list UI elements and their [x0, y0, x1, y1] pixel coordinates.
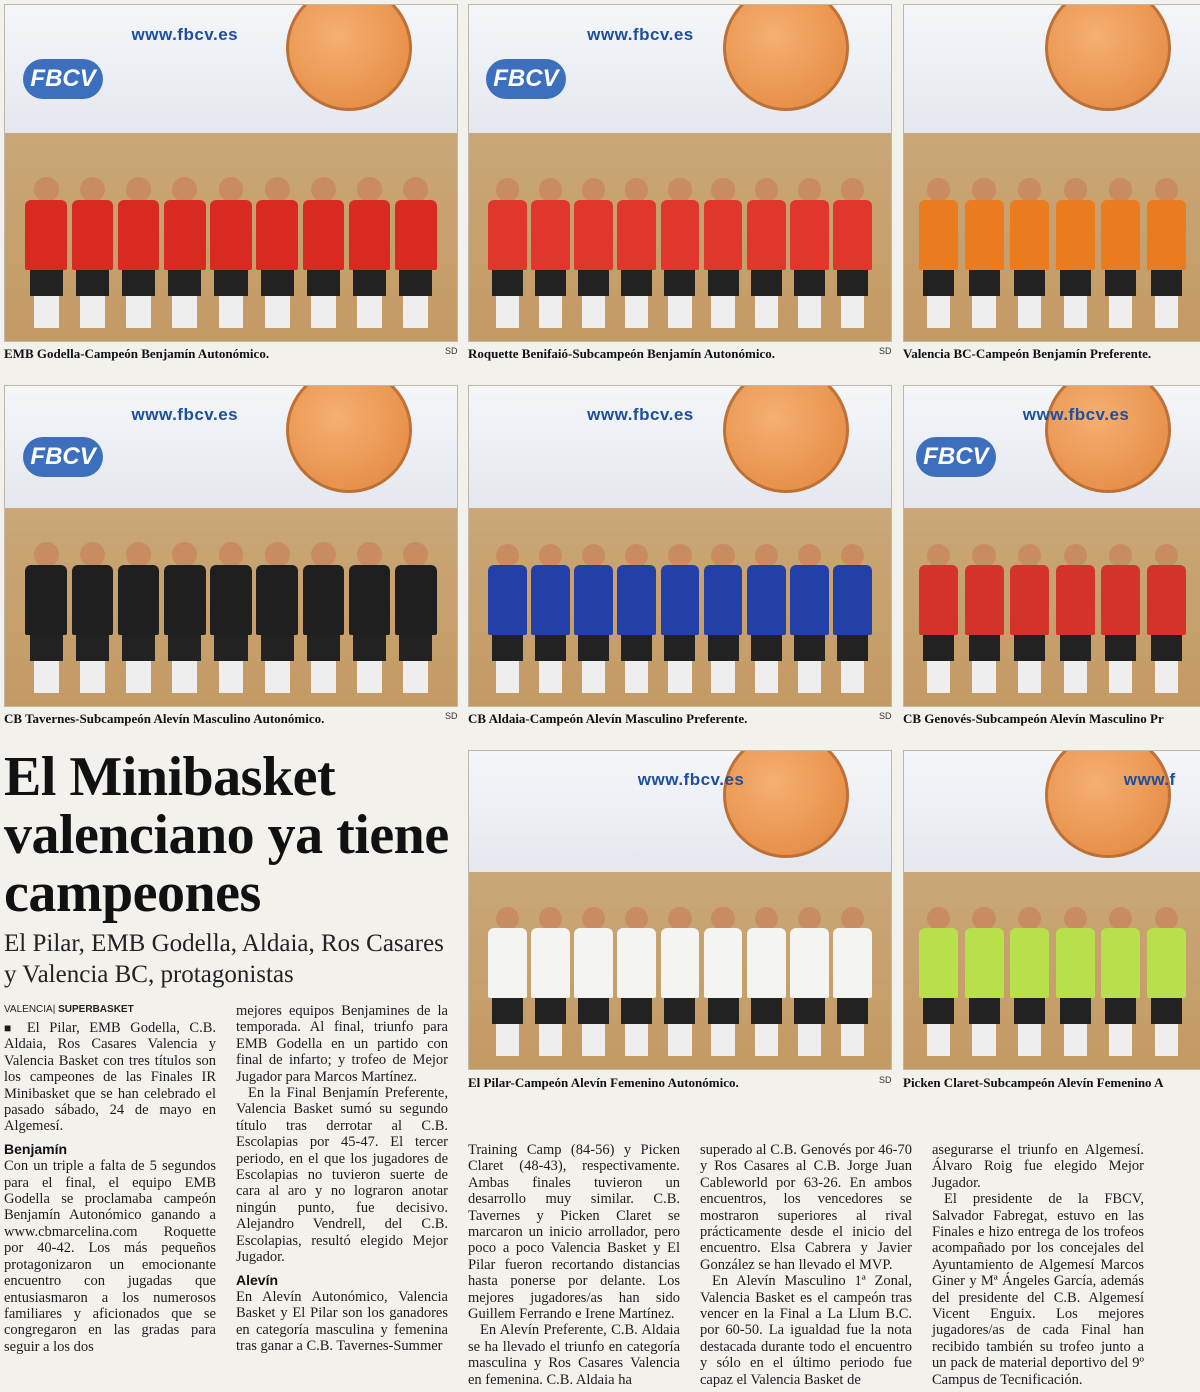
- article-paragraph: En Alevín Autonómico, Valencia Basket y El Pilar son los ganadores en categoría masculina y femenina tras ganar a C.B. Tavernes-Summer: [236, 1288, 448, 1355]
- photo-caption: CB Tavernes-Subcampeón Alevín Masculino Autonómico.: [4, 711, 325, 726]
- section-heading-alevin: Alevín: [236, 1271, 279, 1288]
- team-photo-valencia-bc: [903, 4, 1200, 342]
- photo-caption: Picken Claret-Subcampeón Alevín Femenino A: [903, 1075, 1164, 1090]
- player-figure: [256, 542, 298, 693]
- player-figure: [747, 907, 786, 1056]
- player-figure: [488, 907, 527, 1056]
- player-figure: [118, 177, 160, 328]
- square-bullet-icon: ■: [4, 1021, 18, 1035]
- article-paragraph: En Alevín Preferente, C.B. Aldaia se ha llevado el triunfo en categoría masculina y Ros Casares Valencia en femenina. C.B. Aldaia ha: [468, 1322, 680, 1388]
- article-column-1: [4, 1020, 216, 1355]
- player-figure: [574, 907, 613, 1056]
- player-figure: [303, 177, 345, 328]
- player-figure: [617, 178, 656, 327]
- player-figure: [256, 177, 298, 328]
- player-figure: [965, 544, 1004, 693]
- team-photo-cb-aldaia: [468, 385, 892, 707]
- article-paragraph: Con un triple a falta de 5 segundos para el final, el equipo EMB Godella se proclamaba campeón Benjamín Autonómico ganando a www.cbmarcelina.com Roquette por 40-42. Los más pequeños protagonizaron un emocionante encuentro con jugadas que entusiasmaron a los numerosos familiares y aficionados que se congregaron en las gradas para seguir a los dos: [4, 1158, 216, 1355]
- player-figure: [531, 178, 570, 327]
- photo-caption: CB Genovés-Subcampeón Alevín Masculino Pr: [903, 711, 1164, 726]
- player-figure: [661, 178, 700, 327]
- banner-url: www.fbcv.es: [587, 405, 694, 425]
- photo-caption: EMB Godella-Campeón Benjamín Autonómico.: [4, 346, 270, 361]
- photo-credit: SD: [879, 711, 892, 721]
- player-figure: [790, 544, 829, 693]
- player-figure: [349, 177, 391, 328]
- player-figure: [1056, 907, 1095, 1056]
- player-figure: [1101, 907, 1140, 1056]
- player-figure: [790, 907, 829, 1056]
- banner-url: www.fbcv.es: [131, 25, 239, 45]
- fbcv-logo: FBCV: [486, 59, 566, 99]
- player-figure: [790, 178, 829, 327]
- player-figure: [303, 542, 345, 693]
- player-figure: [25, 542, 67, 693]
- article-byline: VALENCIA| SUPERBASKET: [4, 1004, 134, 1015]
- player-figure: [704, 544, 743, 693]
- player-figure: [488, 178, 527, 327]
- player-figure: [210, 542, 252, 693]
- team-photo-cb-tavernes: [4, 385, 458, 707]
- article-column-3: [468, 1142, 680, 1388]
- player-figure: [704, 178, 743, 327]
- article-paragraph: Training Camp (84-56) y Picken Claret (48-43), respectivamente. Ambas finales tuvieron un desarrollo muy similar. C.B. Tavernes y Picken Claret se marcaron un inicio arrollador, pero poco a poco Valencia Basket y El Pilar fueron recortando distancias hasta ponerse por delante. Los mejores jugadores/as han sido Guillem Ferrando e Irene Martínez.: [468, 1142, 680, 1323]
- player-figure: [661, 907, 700, 1056]
- article-paragraph: mejores equipos Benjamines de la temporada. Al final, triunfo para EMB Godella en un partido con final de infarto; y trofeo de Mejor Jugador para Marcos Martínez.: [236, 1003, 448, 1085]
- fbcv-logo: FBCV: [23, 59, 103, 99]
- player-figure: [349, 542, 391, 693]
- banner-url: www.fbcv.es: [637, 770, 745, 790]
- player-figure: [25, 177, 67, 328]
- player-figure: [661, 544, 700, 693]
- player-figure: [617, 907, 656, 1056]
- team-photo-picken-claret: [903, 750, 1200, 1070]
- article-column-2: [236, 1003, 448, 1355]
- player-figure: [72, 177, 114, 328]
- player-figure: [164, 542, 206, 693]
- player-figure: [574, 544, 613, 693]
- player-figure: [1010, 544, 1049, 693]
- byline-place: VALENCIA: [4, 1004, 53, 1015]
- byline-source: SUPERBASKET: [58, 1004, 134, 1015]
- player-figure: [1147, 907, 1186, 1056]
- player-figure: [1010, 907, 1049, 1056]
- banner-url: www.fbcv.es: [1022, 405, 1130, 425]
- player-figure: [531, 907, 570, 1056]
- player-figure: [833, 907, 872, 1056]
- article-paragraph: El presidente de la FBCV, Salvador Fabregat, estuvo en las Finales e hizo entrega de los trofeos acompañado por los concejales del Ayuntamiento de Algemesí Marcos Giner y Mª Ángeles García, además del presidente del C.B. Algemesí Vicent Enguix. Los mejores jugadores/as de cada Final han recibido también su trofeo junto a un pack de material deportivo del 9º Campus de Tecnificación.: [932, 1191, 1144, 1388]
- banner-url: www.fbcv.es: [131, 405, 239, 425]
- player-figure: [395, 177, 437, 328]
- banner-url: www.f: [1123, 770, 1176, 790]
- player-figure: [965, 178, 1004, 327]
- player-figure: [747, 178, 786, 327]
- article-column-4: [700, 1142, 912, 1388]
- article-subhead: El Pilar, EMB Godella, Aldaia, Ros Casares y Valencia BC, protagonistas: [4, 930, 444, 988]
- player-figure: [1010, 178, 1049, 327]
- player-figure: [531, 544, 570, 693]
- photo-credit: SD: [879, 346, 892, 356]
- player-figure: [164, 177, 206, 328]
- player-figure: [833, 178, 872, 327]
- player-figure: [1101, 178, 1140, 327]
- photo-credit: SD: [879, 1075, 892, 1085]
- photo-credit: SD: [445, 711, 458, 721]
- player-figure: [210, 177, 252, 328]
- photo-caption: CB Aldaia-Campeón Alevín Masculino Preferente.: [468, 711, 748, 726]
- player-figure: [395, 542, 437, 693]
- player-figure: [1056, 178, 1095, 327]
- team-photo-roquette-benifaio: [468, 4, 892, 342]
- photo-credit: SD: [445, 346, 458, 356]
- player-figure: [488, 544, 527, 693]
- article-column-5: [932, 1142, 1144, 1388]
- article-lead: [4, 1020, 216, 1135]
- lead-text: El Pilar, EMB Godella, C.B. Aldaia, Ros Casares Valencia y Valencia Basket con tres títulos son los campeones de las Finales IR Minibasket que se han celebrado el pasado sábado, 24 de mayo en Algemesí.: [4, 1020, 217, 1135]
- player-figure: [1147, 178, 1186, 327]
- article-paragraph: asegurarse el triunfo en Algemesí. Álvaro Roig fue elegido Mejor Jugador.: [932, 1142, 1144, 1191]
- photo-caption: El Pilar-Campeón Alevín Femenino Autonómico.: [468, 1075, 739, 1090]
- player-figure: [919, 907, 958, 1056]
- player-figure: [919, 544, 958, 693]
- player-figure: [965, 907, 1004, 1056]
- fbcv-logo: FBCV: [23, 437, 103, 477]
- photo-caption: Roquette Benifaió-Subcampeón Benjamín Autonómico.: [468, 346, 775, 361]
- photo-caption: Valencia BC-Campeón Benjamín Preferente.: [903, 346, 1152, 361]
- player-figure: [704, 907, 743, 1056]
- section-heading-benjamin: Benjamín: [4, 1140, 68, 1157]
- player-figure: [747, 544, 786, 693]
- article-paragraph: superado al C.B. Genovés por 46-70 y Ros Casares al C.B. Jorge Juan Cableworld por 63-26. En ambos encuentros, los vencedores se mostraron superiores al rival prácticamente desde el inicio del encuentro. Elsa Cabrera y Javier González se han llevado el MVP.: [700, 1142, 912, 1273]
- player-figure: [1056, 544, 1095, 693]
- article-paragraph: En Alevín Masculino 1ª Zonal, Valencia Basket es el campeón tras vencer en la Final a La Llum B.C. por 60-50. La igualdad fue la nota destacada durante todo el encuentro y sólo en el último periodo fue capaz el Valencia Basket de: [700, 1273, 912, 1388]
- player-figure: [617, 544, 656, 693]
- team-photo-cb-genoves: [903, 385, 1200, 707]
- player-figure: [574, 178, 613, 327]
- article-paragraph: En la Final Benjamín Preferente, Valencia Basket sumó su segundo título tras derrotar al C.B. Escolapias por 45-47. El tercer periodo, en el que los jugadores de Escolapias no tuvieron suerte de cara al aro y no lograron anotar ningún punto, fue decisivo. Alejandro Vendrell, del C.B. Escolapias, resultó elegido Mejor Jugador.: [236, 1085, 448, 1266]
- fbcv-logo: FBCV: [916, 437, 996, 477]
- player-figure: [1101, 544, 1140, 693]
- player-figure: [118, 542, 160, 693]
- player-figure: [72, 542, 114, 693]
- article-headline: El Minibasket valenciano ya tiene campeones: [4, 746, 449, 924]
- player-figure: [833, 544, 872, 693]
- team-photo-emb-godella: [4, 4, 458, 342]
- player-figure: [919, 178, 958, 327]
- player-figure: [1147, 544, 1186, 693]
- banner-url: www.fbcv.es: [587, 25, 694, 45]
- team-photo-el-pilar: [468, 750, 892, 1070]
